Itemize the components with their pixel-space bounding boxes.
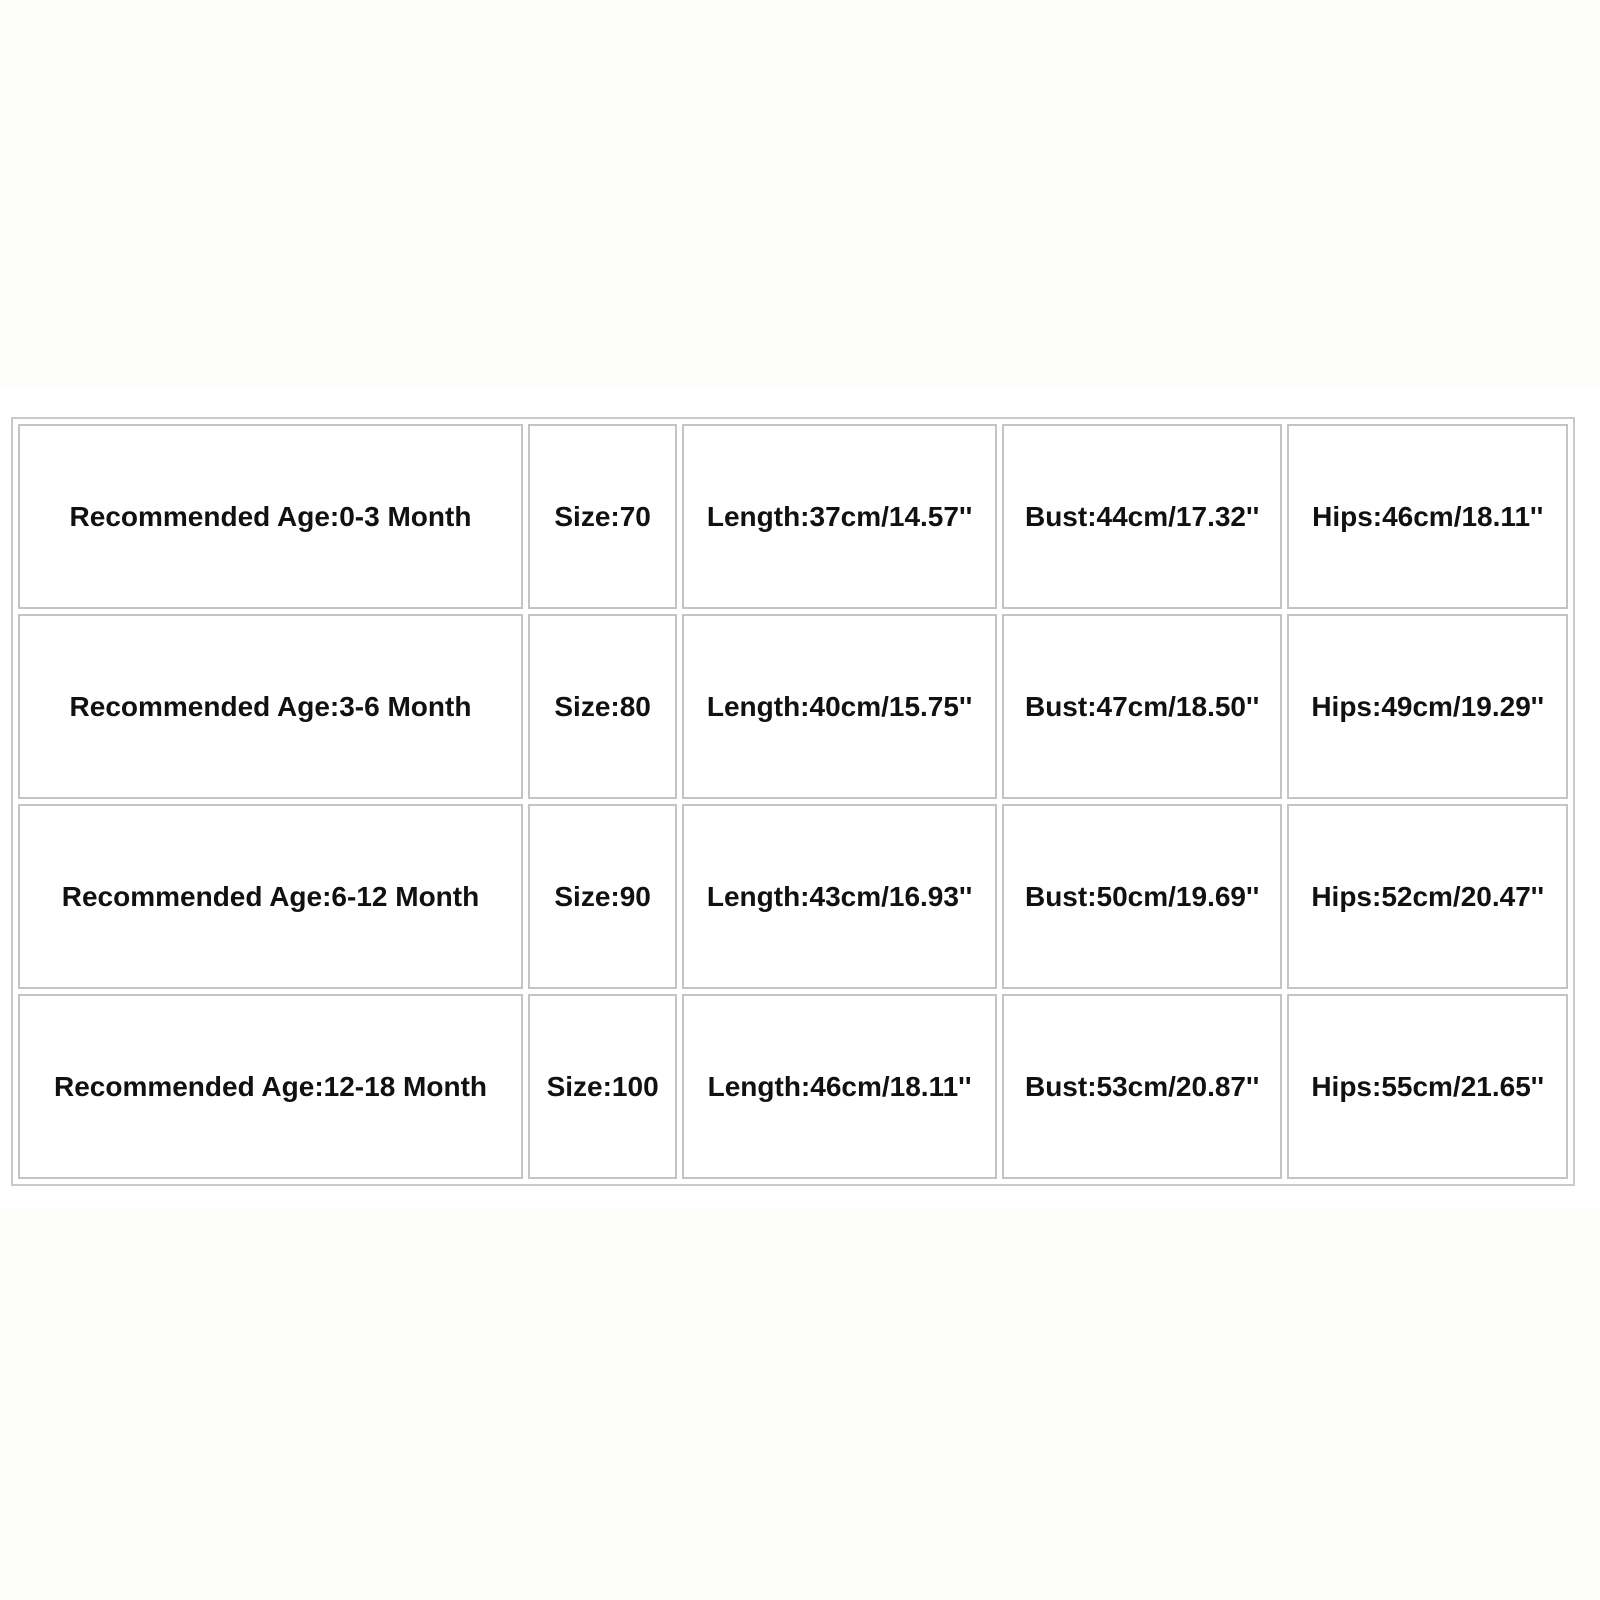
hips-cell: Hips:46cm/18.11''	[1287, 424, 1568, 609]
table-row	[18, 804, 1568, 989]
bust-cell: Bust:44cm/17.32''	[1002, 424, 1283, 609]
age-cell: Recommended Age:0-3 Month	[18, 424, 523, 609]
size-chart-table	[11, 417, 1575, 1186]
table-row	[18, 424, 1568, 609]
hips-cell: Hips:52cm/20.47''	[1287, 804, 1568, 989]
table-row	[18, 994, 1568, 1179]
age-cell: Recommended Age:3-6 Month	[18, 614, 523, 799]
age-cell: Recommended Age:6-12 Month	[18, 804, 523, 989]
size-cell: Size:100	[528, 994, 677, 1179]
length-cell: Length:43cm/16.93''	[682, 804, 997, 989]
table-row	[18, 614, 1568, 799]
size-cell: Size:70	[528, 424, 677, 609]
length-cell: Length:46cm/18.11''	[682, 994, 997, 1179]
bust-cell: Bust:50cm/19.69''	[1002, 804, 1283, 989]
age-cell: Recommended Age:12-18 Month	[18, 994, 523, 1179]
bust-cell: Bust:47cm/18.50''	[1002, 614, 1283, 799]
size-cell: Size:80	[528, 614, 677, 799]
size-cell: Size:90	[528, 804, 677, 989]
length-cell: Length:40cm/15.75''	[682, 614, 997, 799]
length-cell: Length:37cm/14.57''	[682, 424, 997, 609]
hips-cell: Hips:55cm/21.65''	[1287, 994, 1568, 1179]
bust-cell: Bust:53cm/20.87''	[1002, 994, 1283, 1179]
hips-cell: Hips:49cm/19.29''	[1287, 614, 1568, 799]
